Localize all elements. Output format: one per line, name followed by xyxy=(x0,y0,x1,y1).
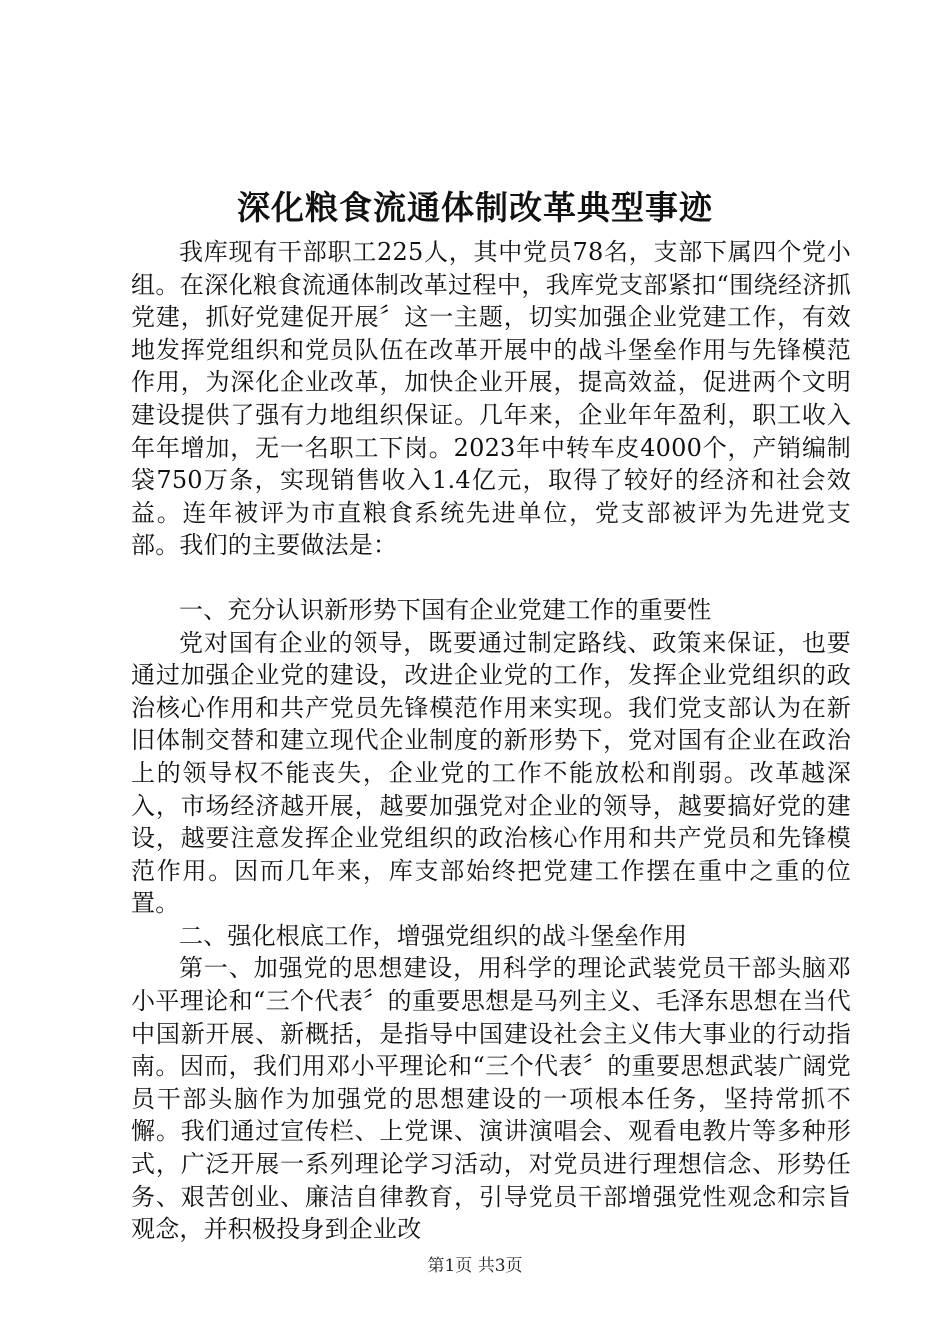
document-title: 深化粮食流通体制改革典型事迹 xyxy=(237,188,713,227)
section-heading-2: 二、强化根底工作，增强党组织的战斗堡垒作用 xyxy=(179,921,688,950)
paragraph-section-1: 党对国有企业的领导，既要通过制定路线、政策来保证，也要通过加强企业党的建设，改进企业党的工作，发挥企业党组织的政治核心作用和共产党员先锋模范作用来实现。我们党支部认为在新旧体制交替和建立现代企业制度的新形势下，党对国有企业在政治上的领导权不能丧失，企业党的工作不能放松和削弱。改革越深入，市场经济越开展，越要加强党对企业的领导，越要搞好党的建设，越要注意发挥企业党组织的政治核心作用和共产党员和先锋模范作用。因而几年来，库支部始终把党建工作摆在重中之重的位置。 xyxy=(131,628,851,918)
paragraph-section-2: 第一、加强党的思想建设，用科学的理论武装党员干部头脑邓小平理论和“三个代表〞的重要思想是马列主义、毛泽东思想在当代中国新开展、新概括，是指导中国建设社会主义伟大事业的行动指南。因而，我们用邓小平理论和“三个代表〞的重要思想武装广阔党员干部头脑作为加强党的思想建设的一项根本任务，坚持常抓不懈。我们通过宣传栏、上党课、演讲演唱会、观看电教片等多种形式，广泛开展一系列理论学习活动，对党员进行理想信念、形势任务、艰苦创业、廉洁自律教育，引导党员干部增强党性观念和宗旨观念，并积极投身到企业改 xyxy=(131,954,851,1244)
document-body xyxy=(131,236,851,1246)
page-number-footer: 第1页 共3页 xyxy=(427,1256,523,1276)
section-heading-1: 一、充分认识新形势下国有企业党建工作的重要性 xyxy=(179,595,712,624)
paragraph-intro: 我库现有干部职工225人，其中党员78名，支部下属四个党小组。在深化粮食流通体制改革过程中，我库党支部紧扣“围绕经济抓党建，抓好党建促开展〞这一主题，切实加强企业党建工作，有效地发挥党组织和党员队伍在改革开展中的战斗堡垒作用与先锋模范作用，为深化企业改革，加快企业开展，提高效益，促进两个文明建设提供了强有力地组织保证。几年来，企业年年盈利，职工收入年年增加，无一名职工下岗。2023年中转车皮4000个，产销编制袋750万条，实现销售收入1.4亿元，取得了较好的经济和社会效益。连年被评为市直粮食系统先进单位，党支部被评为先进党支部。我们的主要做法是： xyxy=(131,238,851,560)
